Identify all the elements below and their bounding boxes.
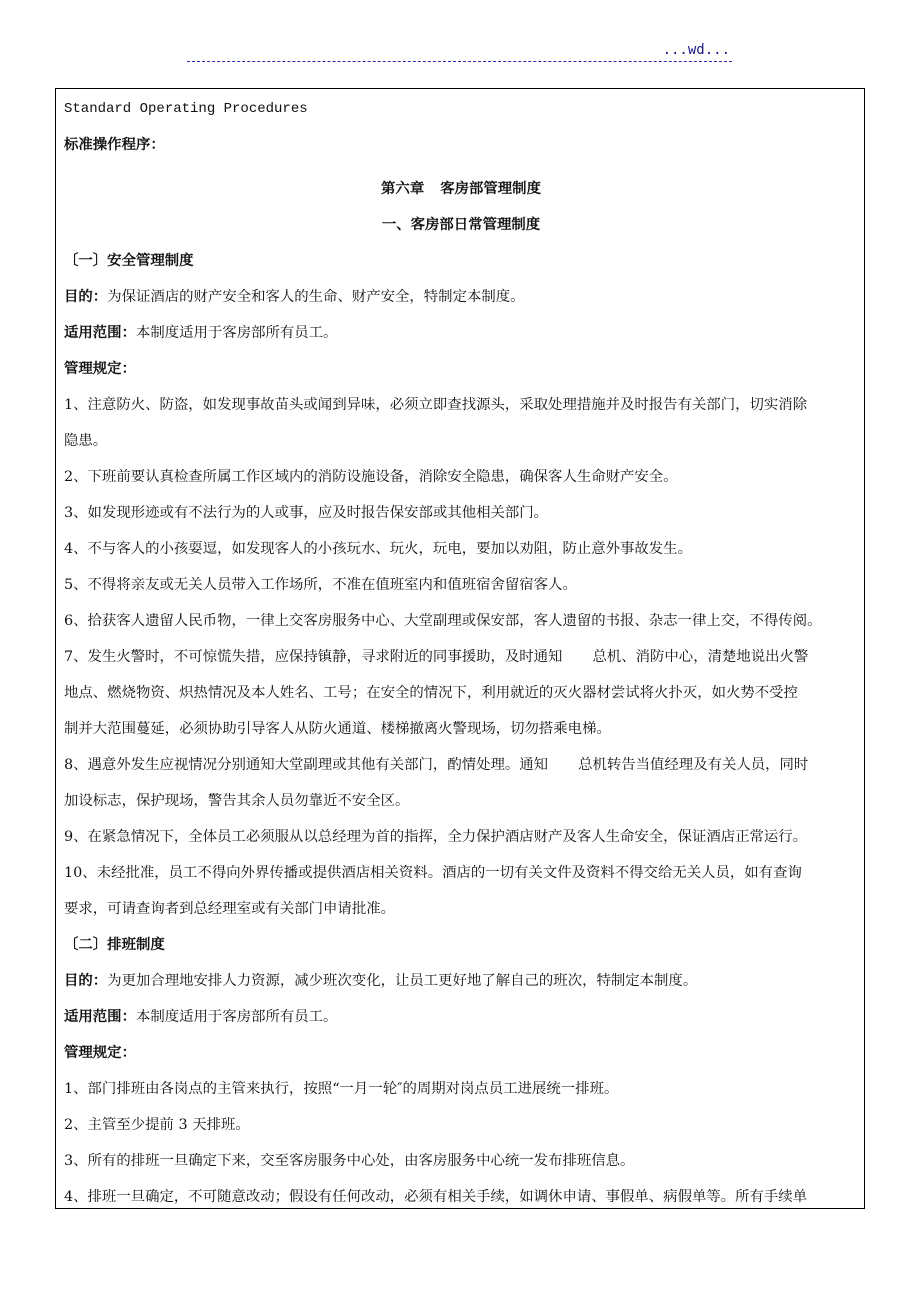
item-7-text-a: 7、发生火警时，不可惊慌失措，应保持镇静，寻求附近的同事援助，及时通知 (64, 649, 563, 665)
title-chinese: 标准操作程序： (64, 136, 165, 153)
scope-text: 本制度适用于客房部所有员工。 (135, 325, 338, 341)
purpose-text: 为更加合理地安排人力资源，减少班次变化，让员工更好地了解自己的班次，特制定本制度。 (107, 973, 698, 989)
scheduling-purpose (64, 971, 697, 991)
security-item-6: 6、拾获客人遗留人民币物，一律上交客房服务中心、大堂副理或保安部，客人遗留的书报、杂志一律上交，不得传阅。 (64, 613, 822, 629)
security-item-8-line-1 (64, 755, 808, 775)
security-heading: 〔一〕安全管理制度 (64, 252, 194, 269)
scheduling-item-2: 2、主管至少提前 3 天排班。 (64, 1117, 250, 1133)
security-item-2: 2、下班前要认真检查所属工作区域内的消防设施设备，消除安全隐患，确保客人生命财产安全。 (64, 469, 678, 485)
security-purpose (64, 287, 525, 307)
purpose-label: 目的： (64, 288, 108, 305)
item-7-text-b: 总机、消防中心，清楚地说出火警 (592, 649, 809, 665)
security-item-8-line-2: 加设标志，保护现场，警告其余人员勿靠近不安全区。 (64, 793, 410, 809)
scope-label: 适用范围： (64, 1008, 136, 1025)
security-item-1-line-1: 1、注意防火、防盗，如发现事故苗头或闻到异味，必须立即查找源头，采取处理措施并及时报告有关部门，切实消除 (64, 397, 808, 413)
security-item-1-line-2: 隐患。 (64, 433, 108, 449)
purpose-text: 为保证酒店的财产安全和客人的生命、财产安全，特制定本制度。 (107, 289, 525, 305)
scope-text: 本制度适用于客房部所有员工。 (135, 1009, 338, 1025)
security-rules-label: 管理规定： (64, 360, 136, 377)
security-scope (64, 323, 337, 343)
security-item-4: 4、不与客人的小孩耍逗，如发现客人的小孩玩水、玩火，玩电，要加以劝阻，防止意外事故发生。 (64, 541, 692, 557)
item-8-text-b: 总机转告当值经理及有关人员，同时 (578, 757, 809, 773)
document-frame (55, 88, 865, 1209)
chapter-number: 第六章 (381, 180, 425, 197)
chapter-heading (64, 179, 858, 199)
header-dashed-rule (187, 61, 732, 62)
header-watermark-text: ...wd... (662, 42, 730, 58)
purpose-label: 目的： (64, 972, 108, 989)
scheduling-heading: 〔二〕排班制度 (64, 936, 165, 953)
security-item-3: 3、如发现形迹或有不法行为的人或事，应及时报告保安部或其他相关部门。 (64, 505, 549, 521)
scope-label: 适用范围： (64, 324, 136, 341)
page-header (187, 40, 732, 62)
section-title: 一、客房部日常管理制度 (381, 216, 541, 233)
scheduling-item-3: 3、所有的排班一旦确定下来，交至客房服务中心处，由客房服务中心统一发布排班信息。 (64, 1153, 635, 1169)
security-item-10-line-1: 10、未经批准，员工不得向外界传播或提供酒店相关资料。酒店的一切有关文件及资料不得交给无关人员，如有查询 (64, 865, 802, 881)
scheduling-item-4: 4、排班一旦确定，不可随意改动；假设有任何改动，必须有相关手续，如调休申请、事假单、病假单等。所有手续单 (64, 1189, 808, 1205)
security-item-10-line-2: 要求，可请查询者到总经理室或有关部门申请批准。 (64, 901, 395, 917)
scheduling-item-1: 1、部门排班由各岗点的主管来执行，按照“一月一轮″的周期对岗点员工进展统一排班。 (64, 1081, 619, 1097)
security-item-5: 5、不得将亲友或无关人员带入工作场所，不准在值班室内和值班宿舍留宿客人。 (64, 577, 577, 593)
scheduling-rules-label: 管理规定： (64, 1044, 136, 1061)
security-item-7-line-1 (64, 647, 808, 667)
item-8-text-a: 8、遇意外发生应视情况分别通知大堂副理或其他有关部门，酌情处理。通知 (64, 757, 549, 773)
scheduling-scope (64, 1007, 337, 1027)
security-item-9: 9、在紧急情况下，全体员工必须服从以总经理为首的指挥，全力保护酒店财产及客人生命安全，保证酒店正常运行。 (64, 829, 808, 845)
security-item-7-line-2: 地点、燃烧物资、炽热情况及本人姓名、工号；在安全的情况下，利用就近的灭火器材尝试将火扑灭，如火势不受控 (64, 685, 798, 701)
title-english: Standard Operating Procedures (64, 101, 308, 117)
security-item-7-line-3: 制并大范围蔓延，必须协助引导客人从防火通道、楼梯撤离火警现场，切勿搭乘电梯。 (64, 721, 611, 737)
chapter-title: 客房部管理制度 (440, 180, 541, 197)
